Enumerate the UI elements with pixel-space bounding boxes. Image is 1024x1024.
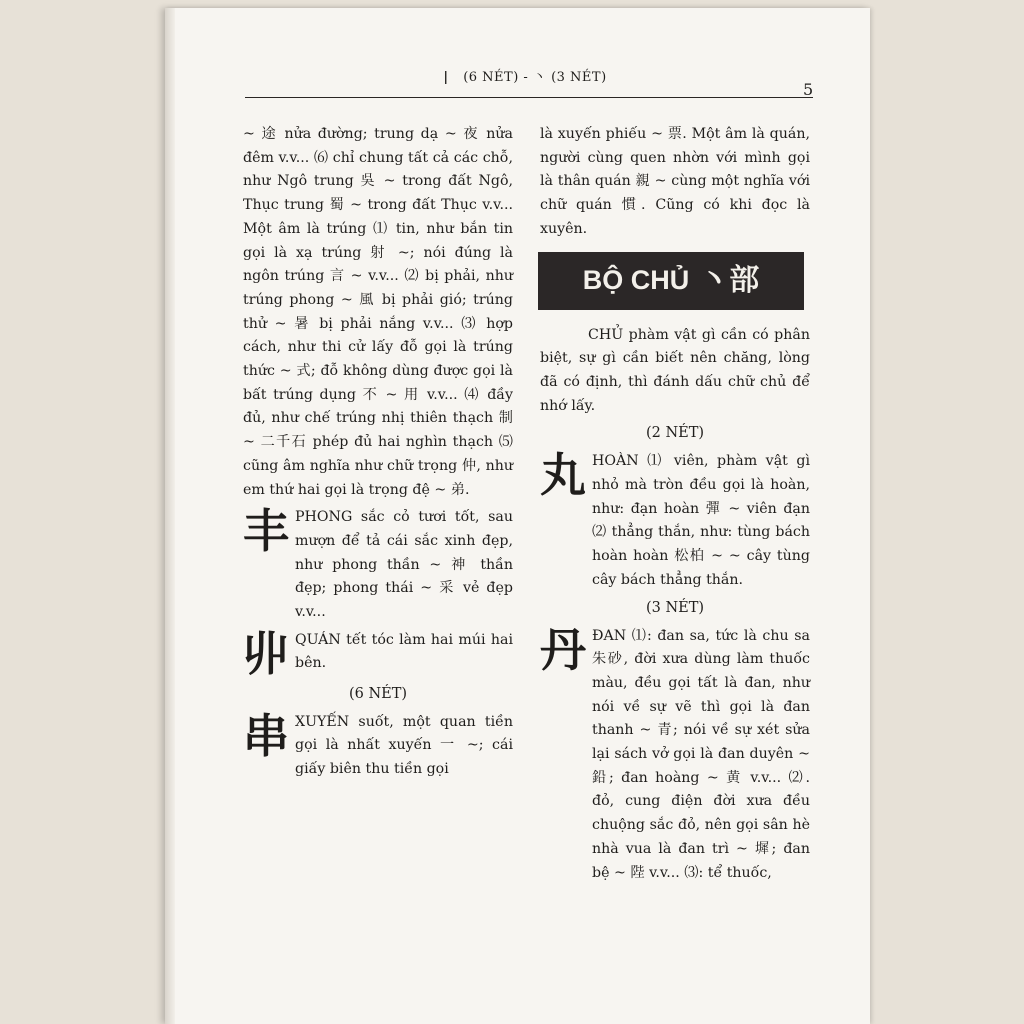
entry-dan-text: ĐAN ⑴: đan sa, tức là chu sa 朱砂, đời xưa dùng làm thuốc màu, đều gọi tất là đan, như nói về sự vẽ thì gọi là đan thanh ~ 青; nói về sự xét sửa lại sách vở gọi là đan duyên ~ 鉛; đan hoàng ~ 黄 v.v... ⑵. đỏ, cung điện đời xưa đều chuộng sắc đỏ, nên gọi sân hè nhà vua là đan trì ~ 墀; đan bệ ~ 陛 v.v... ⑶: tể thuốc, [592,627,810,881]
entry-quan-text: QUÁN tết tóc làm hai múi hai bên. [295,631,513,672]
entry-xuyen-text: XUYẾN suốt, một quan tiền gọi là nhất xuyến 一 ~; cái giấy biên thu tiền gọi [295,713,513,778]
entry-xuyen [243,708,513,782]
entry-dan [540,622,810,886]
left-column [243,123,513,782]
left-intro-text: ~ 途 nửa đường; trung dạ ~ 夜 nửa đêm v.v... ⑹ chỉ chung tất cả các chỗ, như Ngô trung 吳 ~ trong đất Ngô, Thục trung 蜀 ~ trong đất Thục v.v... Một âm là trúng ⑴ tin, như bắn tin gọi là xạ trúng 射 ~; nói đúng là ngôn trúng 言 ~ v.v... ⑵ bị phải, như trúng phong ~ 風 bị phải gió; trúng thử ~ 暑 bị phải nắng v.v... ⑶ hợp cách, như thi cử lấy đỗ gọi là trúng thức ~ 式; đỗ không dùng được gọi là bất trúng dụng 不 ~ 用 v.v... ⑷ đầy đủ, như chế trúng nhị thiên thạch 制 ~ 二千石 phép đủ hai nghìn thạch ⑸ cũng âm nghĩa như chữ trọng 仲, như em thứ hai gọi là trọng đệ ~ 弟. [243,126,513,498]
chu-definition: CHỦ phàm vật gì cần có phân biệt, sự gì cần biết nên chăng, lòng đã có định, thì đánh dấu chữ chủ để nhớ lấy. [540,326,810,414]
entry-dan-glyph: 丹 [540,622,586,677]
entry-hoan-glyph: 丸 [540,448,586,503]
entry-xuyen-glyph: 串 [243,708,289,763]
banner-label: BỘ CHỦ [582,264,690,295]
right-column [540,123,810,885]
section-3-strokes: (3 NÉT) [645,599,705,616]
right-intro-text: là xuyến phiếu ~ 票. Một âm là quán, người cùng quen nhờn với mình gọi là thân quán 親 ~ cùng một nghĩa với chữ quán 慣. Cũng có khi đọc là xuyên. [540,126,810,237]
header-bar-char: | [443,70,449,85]
header-title: (6 NÉT) - 丶 (3 NÉT) [463,70,607,85]
entry-hoan [540,450,810,592]
page-spine [165,8,175,1024]
entry-quan [243,626,513,681]
radical-banner [538,252,804,310]
entry-phong [243,506,513,625]
entry-hoan-text: HOÀN ⑴ viên, phàm vật gì nhỏ mà tròn đều gọi là hoàn, như: đạn hoàn 彈 ~ viên đạn ⑵ thẳng thắn, như: tùng bách hoàn hoàn 松柏 ~ ~ cây tùng cây bách thẳng thắn. [592,453,810,588]
entry-quan-glyph: 丱 [243,626,289,681]
section-6-strokes: (6 NÉT) [348,685,408,702]
header-rule [245,97,813,98]
banner-chinese: 丶部 [699,262,760,298]
entry-phong-text: PHONG sắc cỏ tươi tốt, sau mượn để tả cái sắc xinh đẹp, như phong thần ~ 神 thần đẹp; phong thái ~ 采 vẻ đẹp v.v... [295,509,513,621]
entry-phong-glyph: 丰 [243,504,289,559]
running-header [245,66,805,92]
page-number: 5 [803,80,814,99]
section-2-strokes: (2 NÉT) [645,425,705,442]
dictionary-page [165,8,870,1024]
